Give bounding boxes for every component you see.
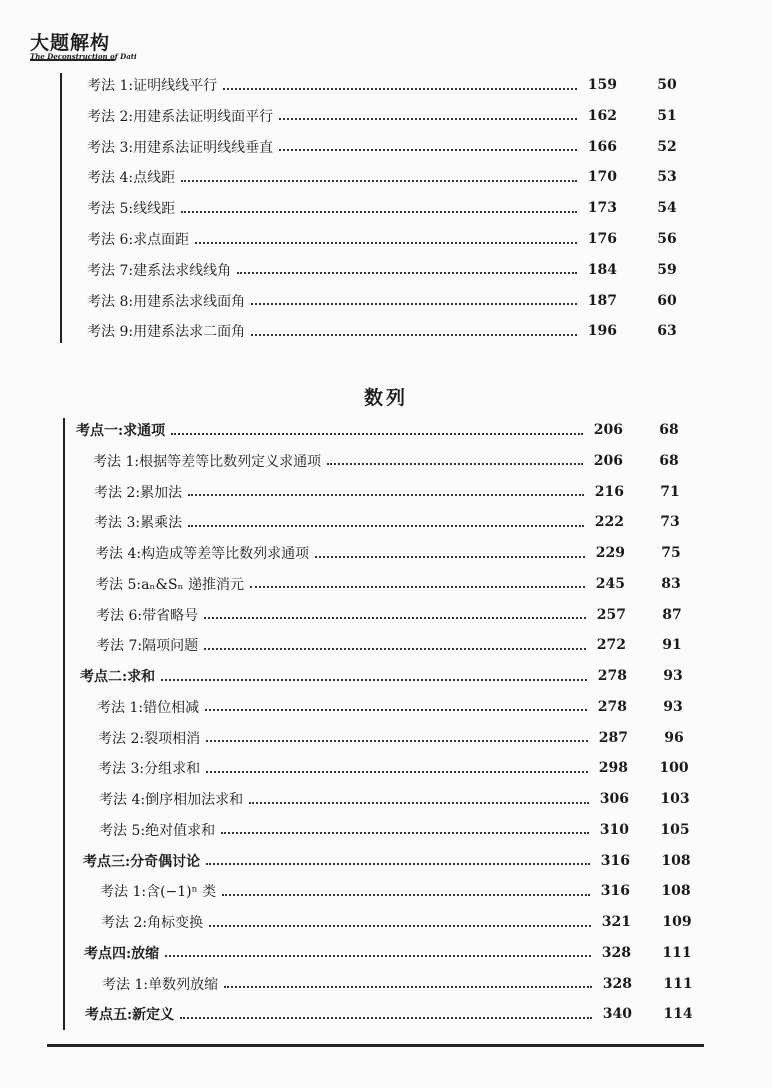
- toc-kaofa-entry[interactable]: [94, 511, 680, 533]
- toc-answer-page-number: 93: [663, 668, 683, 684]
- toc-entry-label: 考点四:放缩: [84, 945, 160, 962]
- toc-kaofa-entry[interactable]: [101, 911, 692, 933]
- toc-page-number: 170: [587, 169, 617, 186]
- section-title-shulie: 数列: [363, 387, 408, 409]
- toc-entry-label: 考法 3:分组求和: [98, 761, 201, 778]
- footer-rule: [47, 1044, 704, 1047]
- toc-entry-label: 考法 7:隔项问题: [96, 638, 199, 655]
- dot-leader: [222, 893, 590, 896]
- toc-entry-label: 考法 2:裂项相消: [98, 730, 201, 747]
- toc-answer-page-number: 50: [657, 77, 677, 93]
- toc-page-number: 196: [587, 323, 617, 340]
- toc-answer-page-number: 100: [659, 760, 689, 777]
- toc-page-number: 187: [587, 292, 617, 309]
- toc-page-number: 310: [599, 821, 629, 838]
- toc-kaofa-entry[interactable]: [87, 166, 677, 188]
- toc-answer-page-number: 111: [663, 975, 693, 992]
- toc-answer-page-number: 111: [662, 944, 692, 961]
- running-header: [30, 32, 137, 61]
- dot-leader: [206, 739, 588, 742]
- toc-page-number: 173: [587, 200, 617, 217]
- dot-leader: [251, 302, 577, 305]
- dot-leader: [181, 179, 577, 182]
- toc-page-number: 162: [587, 107, 617, 124]
- dot-leader: [250, 585, 585, 588]
- dot-leader: [209, 924, 591, 927]
- toc-entry-label: 考法 4:构造成等差等比数列求通项: [95, 546, 310, 562]
- toc-kaofa-entry[interactable]: [87, 259, 677, 281]
- toc-kaofa-entry[interactable]: [96, 634, 682, 656]
- toc-answer-page-number: 63: [657, 323, 677, 340]
- toc-answer-page-number: 73: [660, 514, 680, 531]
- toc-kaofa-entry[interactable]: [100, 880, 691, 902]
- toc-entry-label: 考法 1:单数列放缩: [102, 976, 219, 993]
- toc-answer-page-number: 60: [657, 292, 677, 309]
- toc-answer-page-number: 83: [661, 575, 681, 592]
- toc-kaofa-entry[interactable]: [87, 136, 677, 158]
- toc-kaofa-entry[interactable]: [87, 197, 677, 219]
- toc-answer-page-number: 53: [657, 169, 677, 186]
- toc-kaodian-entry[interactable]: [83, 850, 691, 872]
- toc-entry-label: 考法 9:用建系法求二面角: [87, 324, 246, 341]
- toc-kaofa-entry[interactable]: [99, 819, 690, 841]
- toc-page-number: 216: [594, 483, 624, 500]
- toc-page-number: 222: [594, 514, 624, 531]
- dot-leader: [206, 862, 590, 865]
- toc-answer-page-number: 96: [664, 729, 684, 746]
- toc-page-number: 321: [601, 914, 631, 930]
- toc-kaodian-entry[interactable]: [76, 419, 679, 441]
- toc-page-number: 176: [587, 231, 617, 247]
- toc-page-number: 328: [601, 944, 631, 961]
- dot-leader: [188, 524, 584, 527]
- toc-page-number: 206: [593, 422, 623, 438]
- dot-leader: [204, 616, 586, 619]
- toc-answer-page-number: 108: [661, 883, 691, 900]
- toc-entry-label: 考点二:求和: [80, 669, 156, 685]
- toc-entry-label: 考法 5:绝对值求和: [99, 822, 216, 839]
- toc-answer-page-number: 54: [657, 200, 677, 217]
- dot-leader: [251, 333, 577, 336]
- toc-entry-label: 考法 4:点线距: [87, 170, 176, 187]
- toc-page-number: 245: [595, 575, 625, 592]
- toc-page-number: 229: [595, 545, 625, 561]
- dot-leader: [223, 87, 577, 90]
- toc-kaodian-entry[interactable]: [80, 665, 683, 687]
- toc-entry-label: 考法 1:根据等差等比数列定义求通项: [93, 453, 322, 470]
- toc-answer-page-number: 114: [663, 1006, 693, 1023]
- toc-answer-page-number: 68: [659, 422, 679, 438]
- toc-answer-page-number: 105: [660, 821, 690, 838]
- dot-leader: [315, 555, 585, 558]
- toc-page-number: 206: [593, 452, 623, 469]
- toc-entry-label: 考法 1:证明线线平行: [87, 78, 218, 94]
- toc-page-number: 278: [597, 668, 627, 684]
- section2-bracket-line: [63, 418, 65, 1030]
- toc-answer-page-number: 108: [661, 852, 691, 869]
- dot-leader: [195, 241, 577, 244]
- toc-kaofa-entry[interactable]: [98, 727, 684, 749]
- toc-kaofa-entry[interactable]: [87, 228, 677, 250]
- toc-answer-page-number: 87: [662, 606, 682, 623]
- toc-page-number: 257: [596, 606, 626, 623]
- toc-entry-label: 考法 3:用建系法证明线线垂直: [87, 139, 274, 156]
- toc-entry-label: 考法 1:错位相减: [97, 699, 200, 716]
- dot-leader: [327, 462, 583, 465]
- toc-answer-page-number: 103: [660, 791, 690, 807]
- toc-entry-label: 考点三:分奇偶讨论: [83, 853, 201, 870]
- toc-answer-page-number: 51: [657, 107, 677, 124]
- dot-leader: [279, 148, 577, 151]
- header-rule: [30, 59, 115, 61]
- toc-entry-label: 考法 6:带省略号: [96, 607, 199, 624]
- dot-leader: [204, 647, 586, 650]
- dot-leader: [171, 432, 583, 435]
- toc-entry-label: 考法 3:累乘法: [94, 515, 183, 532]
- toc-page-number: 159: [587, 77, 617, 93]
- dot-leader: [205, 708, 587, 711]
- toc-kaofa-entry[interactable]: [95, 573, 681, 595]
- toc-kaofa-entry[interactable]: [87, 74, 677, 96]
- toc-kaofa-entry[interactable]: [93, 450, 679, 472]
- toc-page-number: 278: [597, 698, 627, 715]
- toc-answer-page-number: 93: [663, 698, 683, 715]
- toc-page-number: 272: [596, 637, 626, 654]
- toc-page-number: 306: [599, 791, 629, 807]
- toc-entry-label: 考法 2:角标变换: [101, 915, 204, 931]
- dot-leader: [224, 985, 592, 988]
- toc-page-number: 166: [587, 138, 617, 155]
- toc-page-number: 287: [598, 729, 628, 746]
- toc-kaofa-entry[interactable]: [102, 973, 693, 995]
- toc-entry-label: 考法 4:倒序相加法求和: [99, 792, 244, 808]
- toc-kaofa-entry[interactable]: [96, 604, 682, 626]
- toc-entry-label: 考法 6:求点面距: [87, 232, 190, 248]
- toc-page-number: 316: [600, 852, 630, 869]
- toc-answer-page-number: 52: [657, 138, 677, 155]
- toc-kaodian-entry[interactable]: [84, 942, 692, 964]
- toc-entry-label: 考点一:求通项: [76, 423, 166, 439]
- toc-kaofa-entry[interactable]: [99, 788, 690, 810]
- toc-answer-page-number: 56: [657, 231, 677, 247]
- dot-leader: [188, 493, 584, 496]
- toc-answer-page-number: 59: [657, 261, 677, 278]
- toc-page-number: 328: [602, 975, 632, 992]
- toc-kaofa-entry[interactable]: [87, 290, 677, 312]
- toc-entry-label: 考法 7:建系法求线线角: [87, 262, 232, 279]
- dot-leader: [221, 831, 589, 834]
- book-title: 大题解构: [30, 32, 111, 54]
- toc-kaofa-entry[interactable]: [94, 481, 680, 503]
- toc-kaofa-entry[interactable]: [95, 542, 681, 564]
- toc-page-number: 340: [602, 1006, 632, 1023]
- toc-answer-page-number: 68: [659, 452, 679, 469]
- toc-kaodian-entry[interactable]: [85, 1003, 693, 1025]
- dot-leader: [161, 678, 587, 681]
- toc-page-number: 316: [600, 883, 630, 900]
- toc-entry-label: 考法 5:aₙ&Sₙ 递推消元: [95, 576, 245, 593]
- dot-leader: [237, 271, 577, 274]
- toc-entry-label: 考点五:新定义: [85, 1007, 175, 1024]
- toc-entry-label: 考法 1:含(−1)ⁿ 类: [100, 884, 217, 901]
- toc-entry-label: 考法 8:用建系法求线面角: [87, 293, 246, 310]
- toc-entry-label: 考法 2:用建系法证明线面平行: [87, 108, 274, 125]
- dot-leader: [165, 954, 591, 957]
- toc-entry-label: 考法 5:线线距: [87, 201, 176, 218]
- book-subtitle: The Deconstruction of Dati: [30, 52, 137, 61]
- toc-page-number: 298: [598, 760, 628, 777]
- dot-leader: [180, 1016, 592, 1019]
- toc-answer-page-number: 109: [662, 914, 692, 930]
- toc-answer-page-number: 71: [660, 483, 680, 500]
- toc-kaofa-entry[interactable]: [87, 320, 677, 342]
- toc-entry-label: 考法 2:累加法: [94, 484, 183, 501]
- toc-answer-page-number: 75: [661, 545, 681, 561]
- toc-kaofa-entry[interactable]: [87, 105, 677, 127]
- section1-bracket-line: [60, 73, 62, 343]
- toc-kaofa-entry[interactable]: [97, 696, 683, 718]
- dot-leader: [279, 117, 577, 120]
- toc-kaofa-entry[interactable]: [98, 757, 689, 779]
- toc-page-number: 184: [587, 261, 617, 278]
- dot-leader: [181, 210, 577, 213]
- dot-leader: [206, 770, 588, 773]
- dot-leader: [249, 801, 589, 804]
- toc-answer-page-number: 91: [662, 637, 682, 654]
